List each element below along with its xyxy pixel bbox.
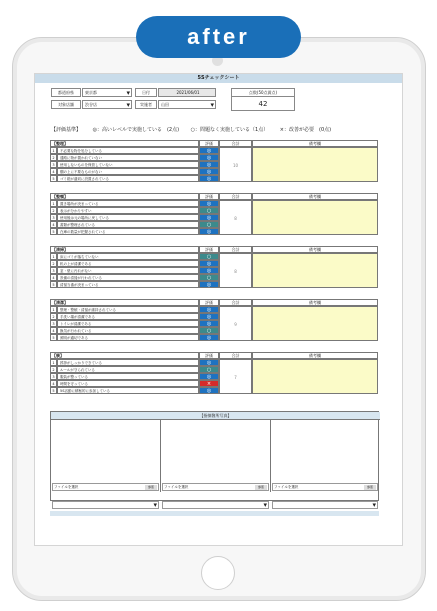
prefecture-select[interactable]: 東京都 ▾ xyxy=(82,88,132,97)
file-button-1[interactable]: 参照 xyxy=(145,485,157,490)
photo-box-1[interactable] xyxy=(51,420,161,492)
item-text: 挨拶がしっかりできている xyxy=(57,359,199,366)
photo-dropdown-1[interactable] xyxy=(52,501,159,509)
item-number: 5 xyxy=(50,281,57,288)
check-item-row xyxy=(50,147,390,154)
eval-select[interactable]: ◎ xyxy=(199,306,219,313)
memo-header: 備考欄 xyxy=(252,352,378,359)
date-label: 日付 xyxy=(135,88,157,97)
section-header-row xyxy=(50,193,390,200)
section-header-row xyxy=(50,246,390,253)
item-number: 2 xyxy=(50,154,57,161)
eval-select[interactable]: ○ xyxy=(199,207,219,214)
target-select[interactable]: 渋谷店 ▾ xyxy=(82,100,132,109)
eval-select[interactable]: ◎ xyxy=(199,161,219,168)
criteria-good: ◎：高いレベルで実施している (2点) xyxy=(92,127,180,133)
score-label: 点数(50点満点) xyxy=(232,89,294,97)
item-text: 書類が整理されている xyxy=(57,221,199,228)
eval-select[interactable]: ◎ xyxy=(199,228,219,235)
file-input-1[interactable]: ファイルを選択 参照 xyxy=(52,483,159,491)
check-item-row xyxy=(50,228,390,235)
item-text: 清掃当番が決まっている xyxy=(57,281,199,288)
photo-title: 【指摘箇所写真】 xyxy=(51,412,380,420)
section-total: 9 xyxy=(219,306,252,341)
check-item-row xyxy=(50,274,390,281)
eval-select[interactable]: ○ xyxy=(199,327,219,334)
total-header: 合計 xyxy=(219,352,252,359)
eval-select[interactable]: ◎ xyxy=(199,267,219,274)
item-number: 4 xyxy=(50,221,57,228)
memo-header: 備考欄 xyxy=(252,299,378,306)
check-item-row xyxy=(50,320,390,327)
after-badge: after xyxy=(136,16,301,58)
file-button-3[interactable]: 参照 xyxy=(364,485,376,490)
item-text: 設備の清掃が行われている xyxy=(57,274,199,281)
check-item-row xyxy=(50,260,390,267)
item-number: 5 xyxy=(50,387,57,394)
eval-select[interactable]: ◎ xyxy=(199,260,219,267)
item-text: トイレが清潔である xyxy=(57,320,199,327)
date-field[interactable]: 2021/06/01 xyxy=(158,88,216,97)
memo-header: 備考欄 xyxy=(252,246,378,253)
check-item-row xyxy=(50,281,390,288)
eval-select[interactable]: ◎ xyxy=(199,387,219,394)
check-item-row xyxy=(50,313,390,320)
item-number: 3 xyxy=(50,267,57,274)
eval-select[interactable]: ◎ xyxy=(199,175,219,182)
total-header: 合計 xyxy=(219,299,252,306)
bottom-bar xyxy=(50,511,379,516)
check-item-row xyxy=(50,366,390,373)
eval-select[interactable]: ◎ xyxy=(199,154,219,161)
item-number: 4 xyxy=(50,168,57,175)
check-item-row xyxy=(50,253,390,260)
eval-select[interactable]: ◎ xyxy=(199,281,219,288)
item-number: 3 xyxy=(50,320,57,327)
item-text: 棚の上に不要なものがない xyxy=(57,168,199,175)
score-value: 42 xyxy=(258,100,268,108)
section-title: 【清掃】 xyxy=(50,246,199,253)
eval-header: 評価 xyxy=(199,352,219,359)
item-text: ゴミ箱が適切に設置されている xyxy=(57,175,199,182)
file-input-2[interactable]: ファイルを選択 参照 xyxy=(162,483,269,491)
item-number: 4 xyxy=(50,274,57,281)
check-item-row xyxy=(50,168,390,175)
photo-dropdown-3[interactable] xyxy=(272,501,378,509)
photo-box-3[interactable] xyxy=(271,420,380,492)
check-item-row xyxy=(50,334,390,341)
check-item-row xyxy=(50,207,390,214)
check-item-row xyxy=(50,214,390,221)
score-box xyxy=(231,88,295,111)
section-title: 【清潔】 xyxy=(50,299,199,306)
item-text: 使用後は元の場所に戻している xyxy=(57,214,199,221)
check-item-row xyxy=(50,267,390,274)
eval-select[interactable]: ◎ xyxy=(199,320,219,327)
photo-dropdown-2[interactable] xyxy=(162,501,269,509)
item-number: 5 xyxy=(50,175,57,182)
item-text: ルールが守られている xyxy=(57,366,199,373)
eval-select[interactable]: ◎ xyxy=(199,214,219,221)
item-text: 整理・整頓・清掃が維持されている xyxy=(57,306,199,313)
check-item-row xyxy=(50,175,390,182)
sheet-title: 5Sチェックシート xyxy=(35,74,402,83)
target-label: 対象店舗 xyxy=(51,100,81,109)
check-item-row xyxy=(50,200,390,207)
check-item-row xyxy=(50,359,390,366)
check-item-row xyxy=(50,154,390,161)
eval-select[interactable]: ◎ xyxy=(199,168,219,175)
criteria-bad: ×：改善が必要 (0点) xyxy=(279,127,332,133)
photo-box-2[interactable] xyxy=(161,420,271,492)
item-text: 手洗い場が清潔である xyxy=(57,313,199,320)
eval-select[interactable]: ○ xyxy=(199,274,219,281)
eval-select[interactable]: ○ xyxy=(199,366,219,373)
item-number: 2 xyxy=(50,260,57,267)
section-header-row xyxy=(50,140,390,147)
section-title: 【整理】 xyxy=(50,140,199,147)
item-text: 表示が分かりやすい xyxy=(57,207,199,214)
prefecture-label: 都道府県 xyxy=(51,88,81,97)
item-number: 5 xyxy=(50,228,57,235)
check-item-row xyxy=(50,161,390,168)
check-sheet-screen xyxy=(34,73,403,546)
item-text: 照明が適切である xyxy=(57,334,199,341)
section-total: 8 xyxy=(219,253,252,288)
item-number: 3 xyxy=(50,161,57,168)
item-text: 5S活動に積極的に参加している xyxy=(57,387,199,394)
item-text: 服装が整っている xyxy=(57,373,199,380)
criteria-title: 【評価基準】 xyxy=(51,127,82,133)
memo-header: 備考欄 xyxy=(252,193,378,200)
item-text: 置き場所が決まっている xyxy=(57,200,199,207)
total-header: 合計 xyxy=(219,193,252,200)
check-item-row xyxy=(50,387,390,394)
eval-select[interactable]: ○ xyxy=(199,253,219,260)
inspector-label: 実施者 xyxy=(135,100,157,109)
check-item-row xyxy=(50,380,390,387)
eval-select[interactable]: ◎ xyxy=(199,373,219,380)
item-text: 換気が行われている xyxy=(57,327,199,334)
item-number: 4 xyxy=(50,327,57,334)
eval-select[interactable]: ◎ xyxy=(199,359,219,366)
check-item-row xyxy=(50,373,390,380)
section-total: 8 xyxy=(219,200,252,235)
eval-header: 評価 xyxy=(199,193,219,200)
item-number: 2 xyxy=(50,366,57,373)
file-button-2[interactable]: 参照 xyxy=(255,485,267,490)
section-header-row xyxy=(50,352,390,359)
section-total: 10 xyxy=(219,147,252,182)
item-number: 2 xyxy=(50,207,57,214)
eval-select[interactable]: ◎ xyxy=(199,334,219,341)
item-text: 不必要な物を処分している xyxy=(57,147,199,154)
item-text: 窓・壁に汚れがない xyxy=(57,267,199,274)
check-item-row xyxy=(50,306,390,313)
eval-header: 評価 xyxy=(199,246,219,253)
item-text: 在庫の数量が把握されている xyxy=(57,228,199,235)
item-number: 4 xyxy=(50,380,57,387)
eval-select[interactable]: ◎ xyxy=(199,147,219,154)
section-total: 7 xyxy=(219,359,252,394)
item-text: 床にゴミが落ちていない xyxy=(57,253,199,260)
item-text: 使用しないものを保管していない xyxy=(57,161,199,168)
item-number: 2 xyxy=(50,313,57,320)
item-text: 時間を守っている xyxy=(57,380,199,387)
eval-select[interactable]: ◎ xyxy=(199,313,219,320)
memo-header: 備考欄 xyxy=(252,140,378,147)
check-item-row xyxy=(50,327,390,334)
item-number: 1 xyxy=(50,359,57,366)
item-number: 5 xyxy=(50,334,57,341)
photo-panel xyxy=(50,411,379,501)
eval-select[interactable]: ○ xyxy=(199,221,219,228)
inspector-select[interactable]: 山田 ▾ xyxy=(158,100,216,109)
item-number: 1 xyxy=(50,253,57,260)
eval-select[interactable]: ◎ xyxy=(199,200,219,207)
total-header: 合計 xyxy=(219,246,252,253)
item-number: 3 xyxy=(50,214,57,221)
eval-header: 評価 xyxy=(199,140,219,147)
item-number: 3 xyxy=(50,373,57,380)
item-number: 1 xyxy=(50,147,57,154)
eval-header: 評価 xyxy=(199,299,219,306)
section-header-row xyxy=(50,299,390,306)
section-title: 【躾】 xyxy=(50,352,199,359)
criteria-line xyxy=(51,126,391,133)
file-input-3[interactable]: ファイルを選択 参照 xyxy=(272,483,378,491)
criteria-ok: ○：問題なく実施している（1点） xyxy=(190,127,269,133)
item-number: 1 xyxy=(50,306,57,313)
check-item-row xyxy=(50,221,390,228)
item-number: 1 xyxy=(50,200,57,207)
section-title: 【整頓】 xyxy=(50,193,199,200)
item-text: 通路に物が置かれていない xyxy=(57,154,199,161)
item-text: 机の上が清潔である xyxy=(57,260,199,267)
eval-select[interactable]: × xyxy=(199,380,219,387)
total-header: 合計 xyxy=(219,140,252,147)
home-button[interactable] xyxy=(201,556,235,590)
